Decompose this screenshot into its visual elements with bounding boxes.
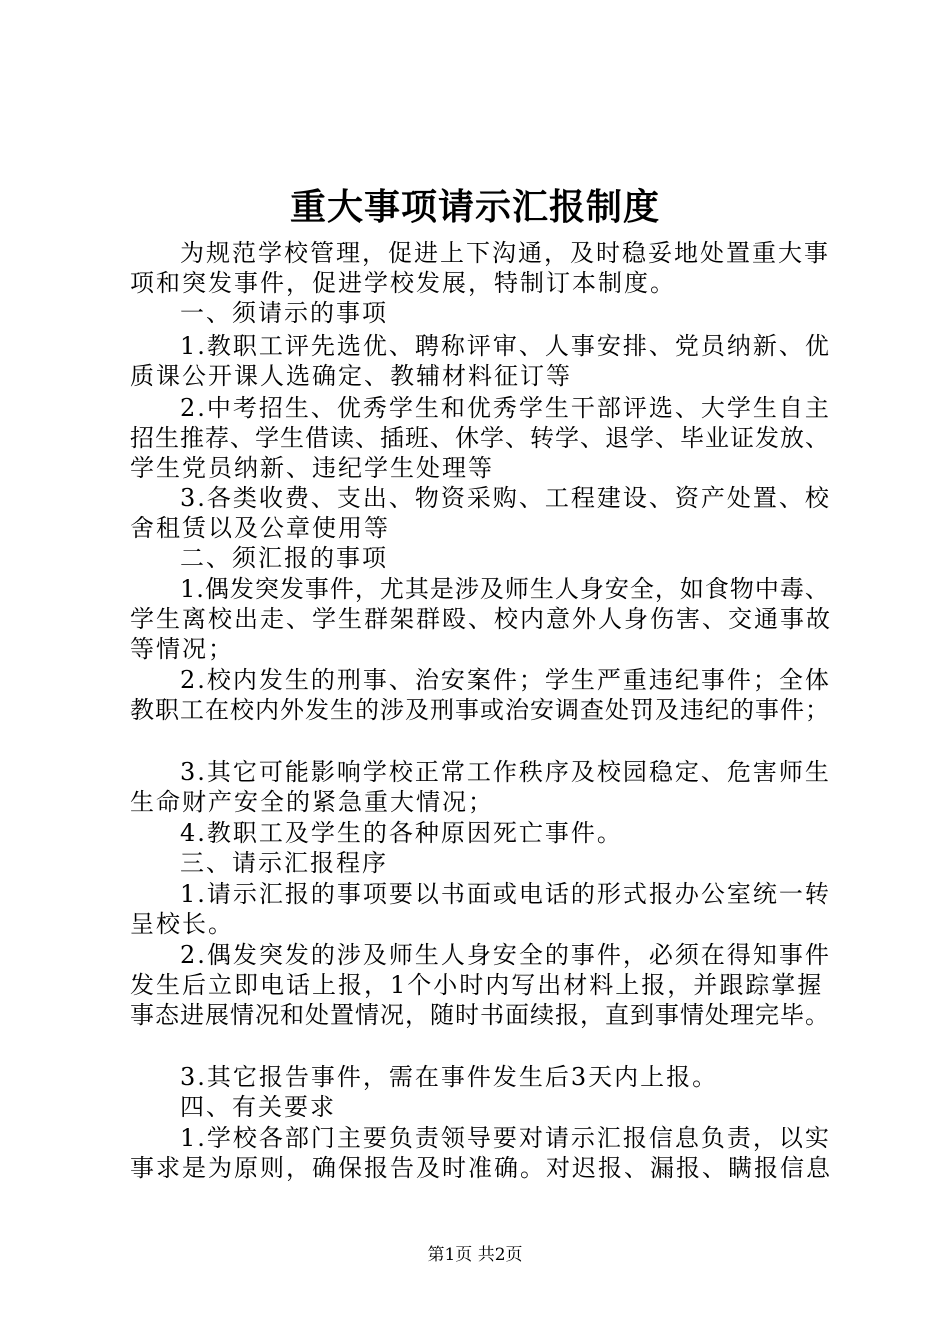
text-line: 3.各类收费、支出、物资采购、工程建设、资产处置、校 [180, 484, 831, 512]
text-line: 发生后立即电话上报，1个小时内写出材料上报，并跟踪掌握 [130, 971, 824, 999]
page-footer: 第1页 共2页 [427, 1245, 523, 1265]
text-line: 舍租赁以及公章使用等 [130, 514, 390, 542]
text-line: 质课公开课人选确定、教辅材料征订等 [130, 362, 572, 390]
text-line: 事求是为原则，确保报告及时准确。对迟报、漏报、瞒报信息 [130, 1154, 832, 1182]
text-line: 招生推荐、学生借读、插班、休学、转学、退学、毕业证发放、 [130, 424, 830, 452]
document-title: 重大事项请示汇报制度 [289, 186, 660, 228]
text-line: 2.校内发生的刑事、治安案件；学生严重违纪事件；全体 [180, 666, 831, 694]
text-line: 3.其它报告事件，需在事件发生后3天内上报。 [180, 1063, 719, 1091]
text-line: 1.学校各部门主要负责领导要对请示汇报信息负责，以实 [180, 1124, 831, 1152]
text-line: 3.其它可能影响学校正常工作秩序及校园稳定、危害师生 [180, 758, 831, 786]
text-line: 项和突发事件，促进学校发展，特制订本制度。 [130, 269, 676, 297]
text-line: 为规范学校管理，促进上下沟通，及时稳妥地处置重大事 [180, 239, 830, 267]
section-heading: 一、须请示的事项 [180, 299, 388, 327]
text-line: 2.中考招生、优秀学生和优秀学生干部评选、大学生自主 [180, 394, 831, 422]
text-line: 生命财产安全的紧急重大情况； [130, 788, 494, 816]
text-line: 呈校长。 [130, 910, 234, 938]
text-line: 教职工在校内外发生的涉及刑事或治安调查处罚及违纪的事件； [130, 696, 830, 724]
text-line: 2.偶发突发的涉及师生人身安全的事件，必须在得知事件 [180, 941, 831, 969]
text-line: 1.教职工评先选优、聘称评审、人事安排、党员纳新、优 [180, 332, 831, 360]
text-line: 事态进展情况和处置情况，随时书面续报，直到事情处理完毕。 [130, 1001, 830, 1029]
section-heading: 二、须汇报的事项 [180, 544, 388, 572]
text-line: 学生离校出走、学生群架群殴、校内意外人身伤害、交通事故 [130, 605, 832, 633]
text-line: 1.偶发突发事件，尤其是涉及师生人身安全，如食物中毒、 [180, 575, 830, 603]
section-heading: 四、有关要求 [180, 1093, 336, 1121]
text-line: 4.教职工及学生的各种原因死亡事件。 [180, 819, 623, 847]
text-line: 等情况； [130, 635, 234, 663]
section-heading: 三、请示汇报程序 [180, 849, 388, 877]
text-line: 学生党员纳新、违纪学生处理等 [130, 454, 494, 482]
text-line: 1.请示汇报的事项要以书面或电话的形式报办公室统一转 [180, 880, 831, 908]
